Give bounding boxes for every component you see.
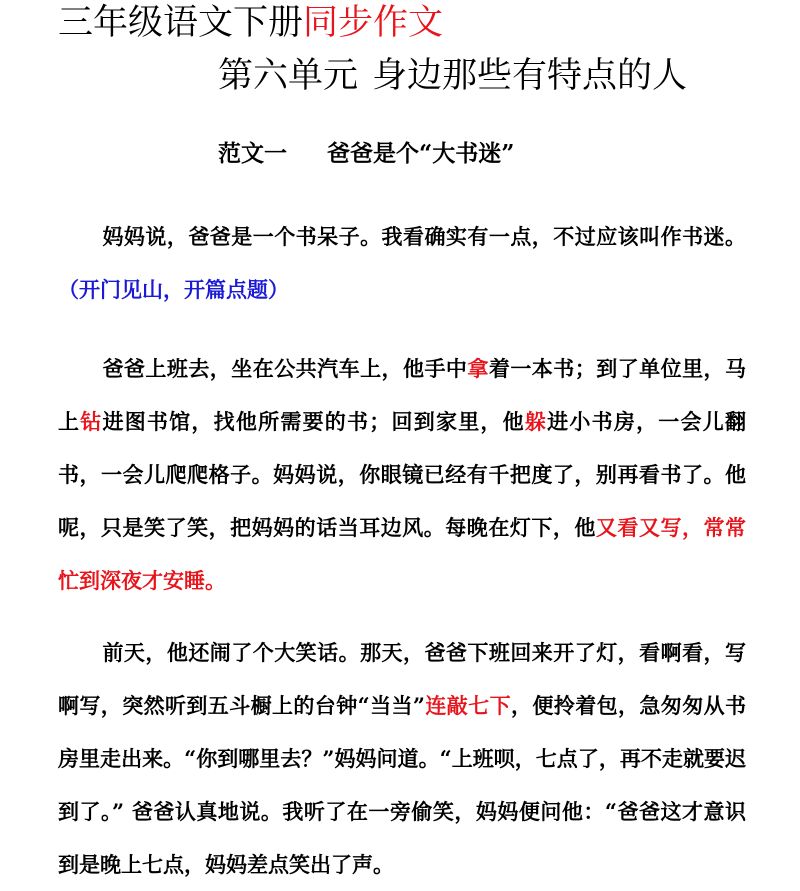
text-segment-red: 拿 [467, 356, 489, 381]
text-segment-black: 着一本书；到了单位里，马上 [58, 356, 747, 434]
text-segment-black: 爸爸上班去，坐在公共汽车上，他手中 [102, 356, 468, 381]
unit-title: 身边那些有特点的人 [372, 56, 688, 96]
title-highlight: 同步作文 [303, 3, 444, 43]
text-segment-black: 妈妈说，爸爸是一个书呆子。我看确实有一点，不过应该叫作书迷。 [102, 224, 746, 249]
title-main: 三年级语文下册 [58, 3, 304, 43]
text-segment-black: 进小书房，一会儿翻书，一会儿爬爬格子。妈妈说，你眼镜已经有千把度了，别再看书了。他呢，只是笑了笑，把妈妈的话当耳边风。每晚在灯下，他 [58, 409, 747, 540]
text-segment-red: 又看又写，常常忙到深夜才安睡。 [58, 515, 747, 593]
paragraph-1 [58, 210, 746, 316]
essay-heading [218, 138, 514, 170]
paragraph-2 [58, 342, 746, 607]
text-segment-red: 躲 [524, 409, 548, 434]
document-title [58, 2, 443, 44]
text-segment-black: ，便拎着包，急匆匆从书房里走出来。“你到哪里去？”妈妈问道。“上班呗，七点了，再不走就要迟到了。” 爸爸认真地说。我听了在一旁偷笑，妈妈便问他：“爸爸这才意识到是晚上七点，妈妈差点笑出了声。 [58, 693, 747, 877]
text-segment-black: 进图书馆，找他所需要的书；回到家里，他 [102, 409, 525, 434]
text-segment-red: 连敲七下 [424, 693, 511, 718]
essay-label: 范文一 [218, 140, 287, 167]
text-segment-black: 前天，他还闹了个大笑话。那天，爸爸下班回来开了灯，看啊看，写啊写，突然听到五斗橱上的台钟“当当” [58, 640, 746, 718]
essay-title: 爸爸是个“大书迷” [327, 140, 515, 167]
paragraph-3 [58, 626, 746, 891]
unit-heading [218, 54, 687, 98]
unit-label: 第六单元 [218, 56, 359, 96]
text-segment-blue: （开门见山，开篇点题） [58, 277, 289, 302]
text-segment-red: 钻 [80, 409, 103, 434]
